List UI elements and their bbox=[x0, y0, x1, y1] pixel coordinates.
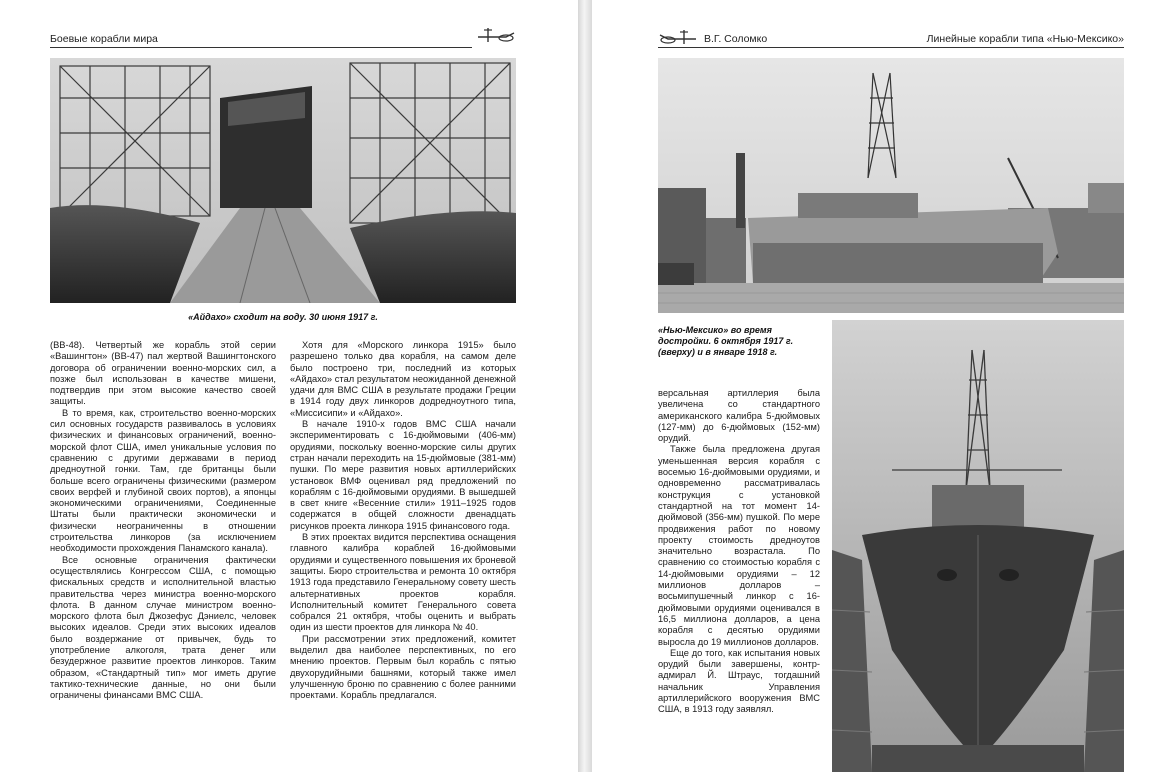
paragraph: В этих проектах видится перспектива оснащения главного калибра кораблей 16-дюймовыми орудиями и существенного повышения их броневой защиты. Бюро строительства и ремонта 10 октября 1913 года представило Генеральному совету шесть альтернативных проектов корабля. Исполнительный комитет Генерального совета собрался 21 октября, чтобы оценить и выбрать один из шести проектов для линкора № 40. bbox=[290, 532, 516, 633]
book-gutter bbox=[578, 0, 592, 772]
left-text-column-2 bbox=[290, 340, 516, 772]
paragraph: В то время, как, строительство военно-морских сил основных государств развивалось в условиях физических и финансовых ограничений, военно-морской флот США, имел уникальные условия по сравнению с другими державами в период дредноутной гонки. Там, где британцы были больше всего ограничены физическими (размером своих верфей и глубиной своих портов), а японцы экономическими ограничениями, Соединенные Штаты были практически экономически и физически неограниченны в отношении строительства линкоров (за исключением необходимости прохождения Панамского канала). bbox=[50, 407, 276, 554]
paragraph: версальная артиллерия была увеличена со стандартного американского калибра 5-дюймовых (127-мм) до 6-дюймовых (152-мм) орудий. bbox=[658, 388, 820, 444]
paragraph: Еще до того, как испытания новых орудий были завершены, контр-адмирал Й. Штраус, тогдашний начальник Управления артиллерийского вооружения ВМС США, в 1913 году заявлял. bbox=[658, 647, 820, 715]
paragraph: Также была предложена другая уменьшенная версия корабля с восемью 16-дюймовыми орудиями, и одновременно рассматривалась конструкция с установкой стандартной на тот момент 14-дюймовой (356-мм) пушкой. По мере продвижения работ по новому проекту стоимость дредноутов значительно возрастала. По сравнению со стоимостью корабля с 14-дюймовыми орудиями – 12 миллионов долларов – восьмипушечный линкор с 16-дюймовыми орудиями оценивался в 16,5 миллиона долларов, а цена корабля с десятью орудиями выросла до 19 миллионов долларов. bbox=[658, 444, 820, 647]
paragraph: При рассмотрении этих предложений, комитет выделил два наиболее перспективных, по его мнению проектов. Первым был корабль с пятью двухорудийными башнями, который также имел улучшенную броню по сравнению с более ранними проектами. Корабль предлагался. bbox=[290, 633, 516, 701]
paragraph: (BB-48). Четвертый же корабль этой серии «Вашингтон» (BB-47) пал жертвой Вашингтонского договора об ограничении военно-морских сил, а позже был использован в качестве мишени, подтвердив при этом высокие качество своей защиты. bbox=[50, 340, 276, 407]
fitting-out-caption: «Нью-Мексико» во время достройки. 6 октября 1917 г. (вверху) и в январе 1918 г. bbox=[658, 325, 794, 357]
launch-photo-caption: «Айдахо» сходит на воду. 30 июня 1917 г. bbox=[188, 312, 378, 322]
launch-photo bbox=[50, 58, 516, 303]
author-name: В.Г. Соломко bbox=[704, 33, 768, 45]
drydock-photo-1918 bbox=[832, 320, 1124, 772]
ship-emblem-icon bbox=[658, 27, 698, 47]
left-page bbox=[0, 0, 578, 772]
ship-emblem-icon bbox=[476, 24, 516, 46]
running-head-left: Боевые корабли мира bbox=[50, 33, 158, 45]
paragraph: Хотя для «Морского линкора 1915» было разрешено только два корабля, на самом деле было построено три, последний из которых «Айдахо» стал результатом неожиданной денежной удачи для ВМС США в результате продажи Греции в 1914 году двух линкоров додредноутного типа, «Миссисипи» и «Айдахо». bbox=[290, 340, 516, 418]
left-text-column-1 bbox=[50, 340, 276, 772]
paragraph: В начале 1910-х годов ВМС США начали экспериментировать с 16-дюймовыми (406-мм) орудиями, поскольку военно-морские силы других стран начали переходить на 15-дюймовые (381-мм) пушки. По мере развития новых артиллерийских установок ВМФ оценивал ряд предложений по кораблям с 16-дюймовыми орудиями. В вышедшей в свет книге «Весенние стили» 1911–1925 годов содержатся в общей сложности двенадцать рисунков проекта линкора 1915 финансового года. bbox=[290, 419, 516, 531]
right-text-column bbox=[658, 388, 820, 772]
fitting-out-photo-1917 bbox=[658, 58, 1124, 313]
header-rule-right bbox=[658, 47, 1124, 48]
running-head-right: Линейные корабли типа «Нью-Мексико» bbox=[926, 33, 1124, 45]
header-rule-left bbox=[50, 47, 472, 48]
paragraph: Все основные ограничения фактически осуществлялись Конгрессом США, с помощью фискальных средств и исполнительной властью правительства через министра военно-морского флота. В данном случае министром военно-морского флота был Джозефус Дэниелс, человек высоких идеалов. Среди этих высоких идеалов было воздержание от привычек, будь то употребление алкоголя, трата денег или безудержное развитие проектов линкоров. Таким образом, «Стандартный тип» мог иметь другие тактико-технические данные, но они были ограничены финансами ВМС США. bbox=[50, 554, 276, 701]
right-page bbox=[592, 0, 1169, 772]
